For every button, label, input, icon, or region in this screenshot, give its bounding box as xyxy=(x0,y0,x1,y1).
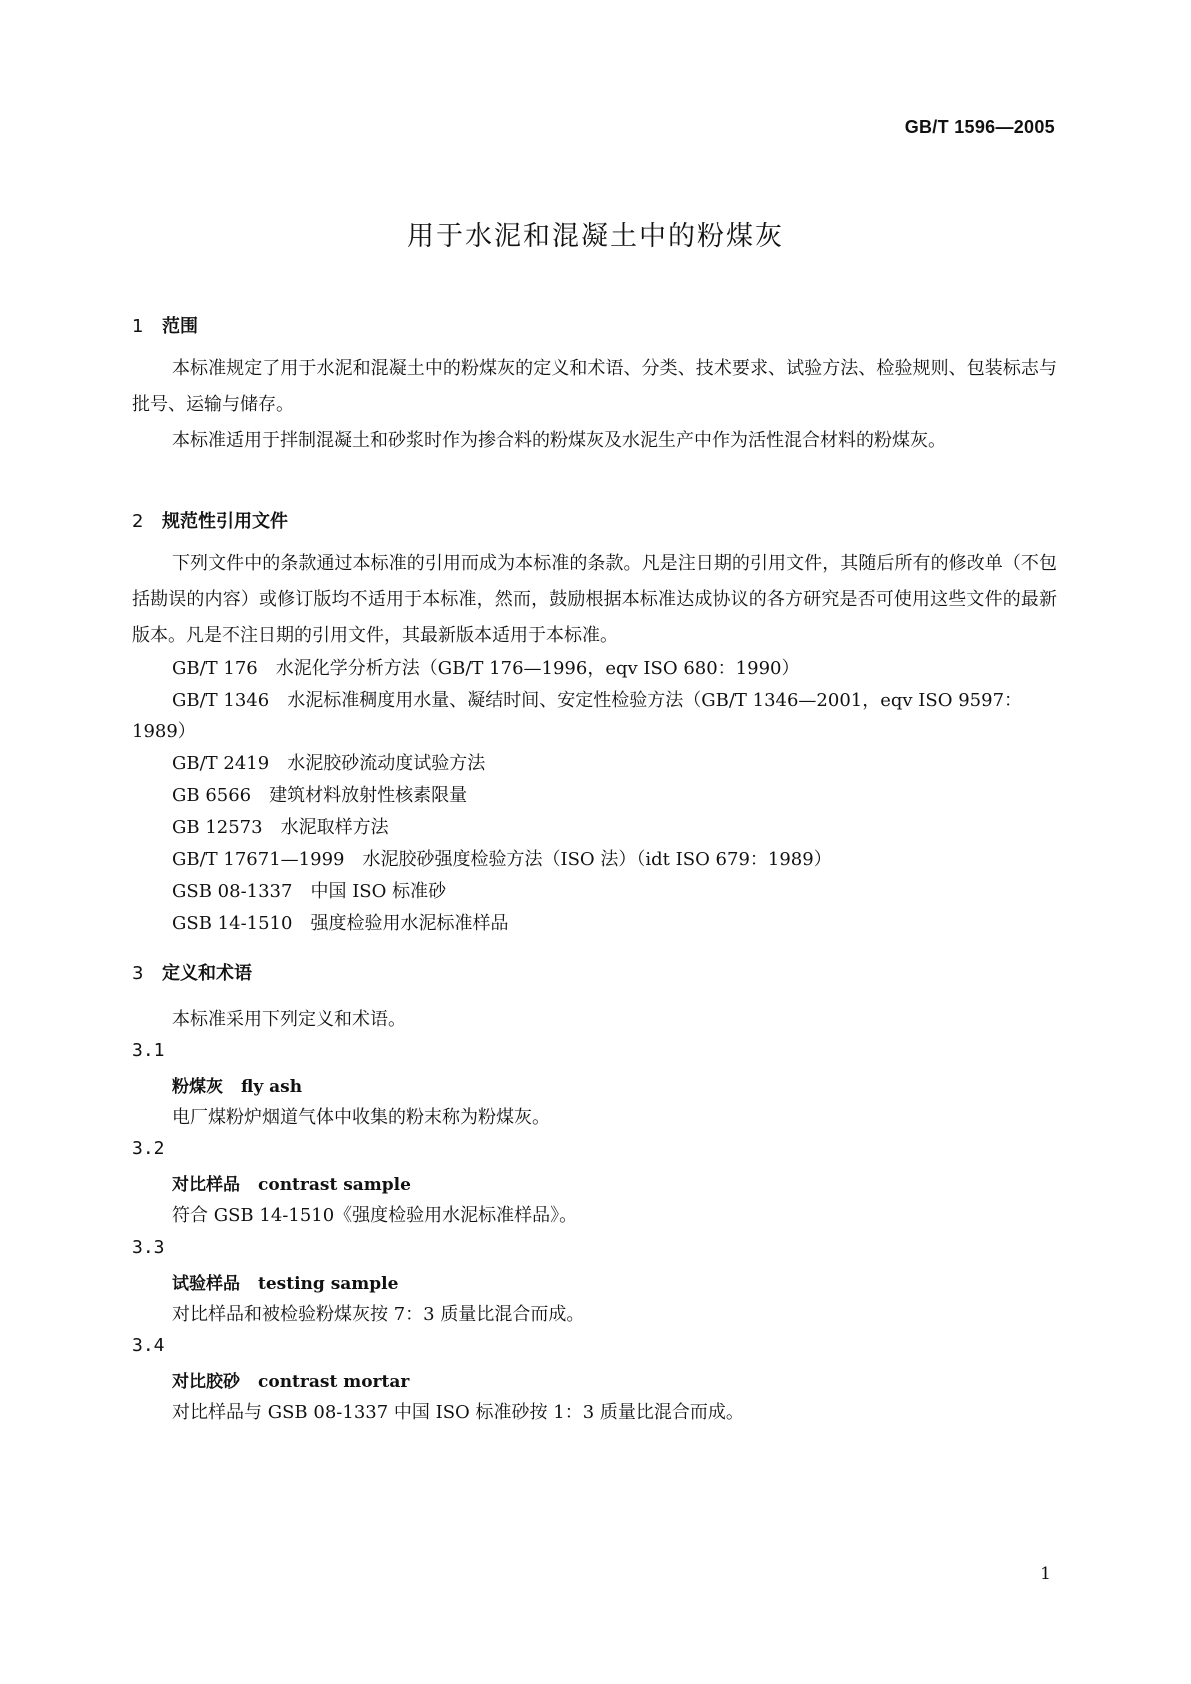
reference-item xyxy=(172,654,799,680)
term-english: testing sample xyxy=(258,1274,399,1294)
reference-item xyxy=(172,781,467,807)
term-heading xyxy=(172,1170,411,1195)
reference-title: 水泥化学分析方法（GB/T 176—1996，eqv ISO 680：1990） xyxy=(275,658,800,679)
term-definition: 对比样品和被检验粉煤灰按 7：3 质量比混合而成。 xyxy=(172,1304,585,1325)
clause-number: 3.2 xyxy=(132,1138,165,1159)
section-2-paragraph-1: 下列文件中的条款通过本标准的引用而成为本标准的条款。凡是注日期的引用文件，其随后所有的修改单（不包括勘误的内容）或修订版均不适用于本标准，然而，鼓励根据本标准达成协议的各方研究是否可使用这些文件的最新版本。凡是不注日期的引用文件，其最新版本适用于本标准。 xyxy=(132,553,1057,646)
section-3-heading xyxy=(132,959,252,985)
clause-number: 3.3 xyxy=(132,1237,165,1258)
reference-code: GB/T 17671—1999 xyxy=(172,849,345,870)
reference-item xyxy=(172,845,832,871)
reference-item xyxy=(172,909,508,935)
reference-code: GB/T 2419 xyxy=(172,753,270,774)
term-chinese: 对比样品 xyxy=(172,1175,240,1195)
section-number: 1 xyxy=(132,316,144,337)
document-title: 用于水泥和混凝土中的粉煤灰 xyxy=(407,221,784,252)
section-1-heading xyxy=(132,312,198,338)
section-title: 范围 xyxy=(162,316,198,337)
reference-code: GB/T 176 xyxy=(172,658,258,679)
term-definition: 对比样品与 GSB 08-1337 中国 ISO 标准砂按 1：3 质量比混合而成。 xyxy=(172,1402,744,1423)
page-number: 1 xyxy=(1040,1564,1051,1584)
reference-code: GB/T 1346 xyxy=(172,690,270,711)
reference-title: 水泥取样方法 xyxy=(280,817,389,838)
term-heading xyxy=(172,1269,398,1294)
reference-item xyxy=(172,686,1022,712)
section-title: 规范性引用文件 xyxy=(162,511,288,532)
term-chinese: 对比胶砂 xyxy=(172,1372,240,1392)
section-3-intro: 本标准采用下列定义和术语。 xyxy=(172,1009,406,1030)
section-1-paragraph-2: 本标准适用于拌制混凝土和砂浆时作为掺合料的粉煤灰及水泥生产中作为活性混合材料的粉煤灰。 xyxy=(172,430,946,451)
term-english: contrast sample xyxy=(258,1175,411,1195)
reference-code: GB 6566 xyxy=(172,785,252,806)
term-chinese: 试验样品 xyxy=(172,1274,240,1294)
reference-title: 水泥胶砂强度检验方法（ISO 法）（idt ISO 679：1989） xyxy=(362,849,832,870)
section-title: 定义和术语 xyxy=(162,963,252,984)
term-chinese: 粉煤灰 xyxy=(172,1077,223,1097)
term-heading xyxy=(172,1367,409,1392)
section-number: 3 xyxy=(132,963,144,984)
clause-number: 3.4 xyxy=(132,1335,165,1356)
reference-title: 强度检验用水泥标准样品 xyxy=(310,913,509,934)
term-definition: 电厂煤粉炉烟道气体中收集的粉末称为粉煤灰。 xyxy=(172,1107,550,1128)
section-1-paragraph-1: 本标准规定了用于水泥和混凝土中的粉煤灰的定义和术语、分类、技术要求、试验方法、检验规则、包装标志与批号、运输与储存。 xyxy=(132,358,1057,415)
reference-item xyxy=(172,877,446,903)
reference-code: GSB 14-1510 xyxy=(172,913,293,934)
standard-code: GB/T 1596—2005 xyxy=(904,117,1055,137)
reference-title: 建筑材料放射性核素限量 xyxy=(269,785,468,806)
term-english: fly ash xyxy=(241,1077,303,1097)
section-2-heading xyxy=(132,507,288,533)
reference-code: GB 12573 xyxy=(172,817,263,838)
term-heading xyxy=(172,1072,302,1097)
reference-item xyxy=(172,749,485,775)
clause-number: 3.1 xyxy=(132,1040,165,1061)
reference-item xyxy=(172,813,389,839)
reference-title: 水泥标准稠度用水量、凝结时间、安定性检验方法（GB/T 1346—2001，eqv ISO 9597： xyxy=(287,690,1023,711)
section-number: 2 xyxy=(132,511,144,532)
reference-title: 水泥胶砂流动度试验方法 xyxy=(287,753,486,774)
reference-title: 中国 ISO 标准砂 xyxy=(310,881,447,902)
reference-continuation: 1989） xyxy=(132,721,196,742)
term-english: contrast mortar xyxy=(258,1372,410,1392)
term-definition: 符合 GSB 14-1510《强度检验用水泥标准样品》。 xyxy=(172,1205,578,1226)
reference-code: GSB 08-1337 xyxy=(172,881,293,902)
